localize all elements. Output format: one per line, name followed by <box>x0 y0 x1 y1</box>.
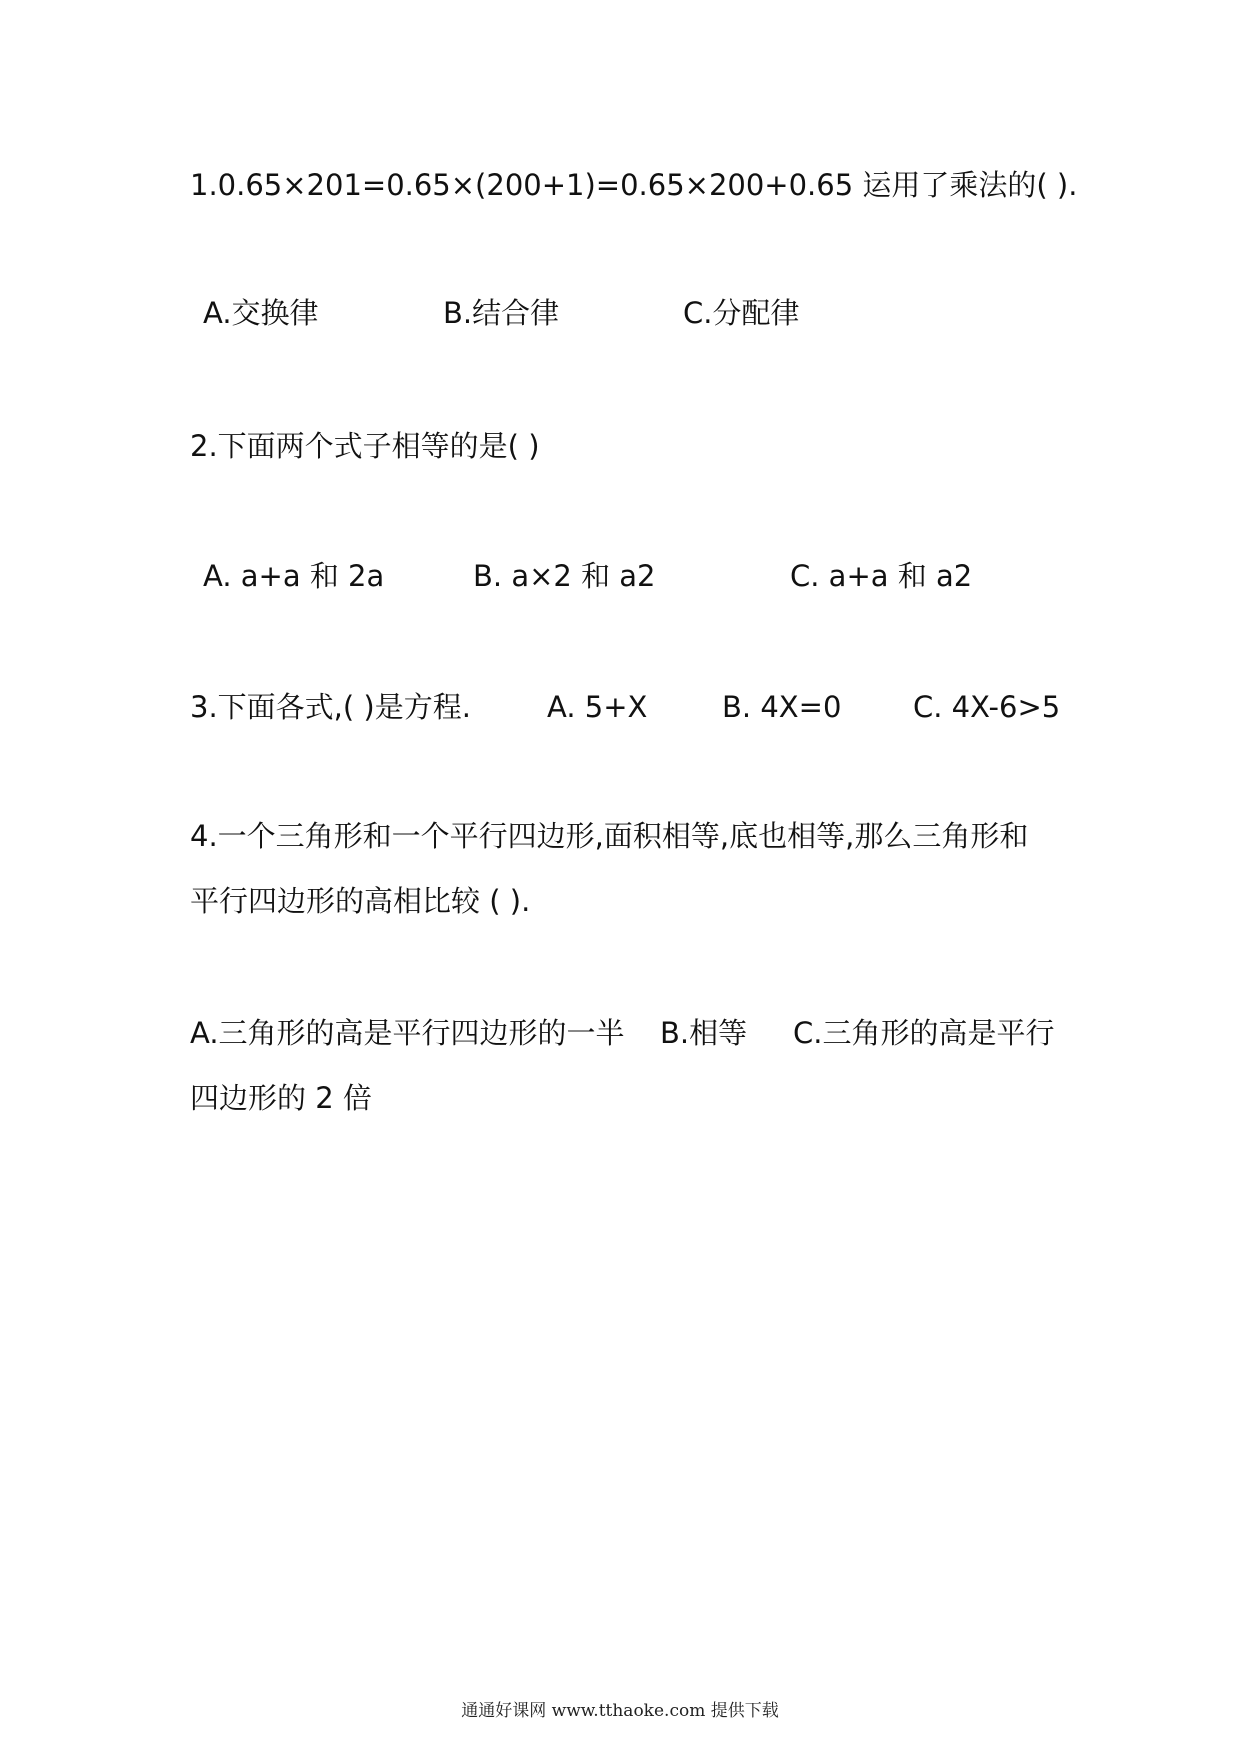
question-4-stem-line-1: 4.一个三角形和一个平行四边形,面积相等,底也相等,那么三角形和 <box>190 819 1029 853</box>
question-4-option-b: B.相等 <box>660 1016 748 1050</box>
question-2-option-c: C. a+a 和 a2 <box>790 559 973 593</box>
question-1-option-b: B.结合律 <box>443 296 560 330</box>
question-4-option-c: C.三角形的高是平行 <box>793 1016 1055 1050</box>
page-footer: 通通好课网 www.tthaoke.com 提供下载 <box>461 1701 779 1721</box>
question-2-option-a: A. a+a 和 2a <box>203 559 385 593</box>
question-3-stem: 3.下面各式,( )是方程. <box>190 690 471 724</box>
question-4-option-c-continued: 四边形的 2 倍 <box>190 1081 372 1115</box>
question-1-stem: 1.0.65×201=0.65×(200+1)=0.65×200+0.65 运用了乘法的( ). <box>190 168 1078 202</box>
question-3-option-b: B. 4X=0 <box>722 690 842 724</box>
question-2-stem: 2.下面两个式子相等的是( ) <box>190 429 540 463</box>
question-3-option-c: C. 4X-6>5 <box>913 690 1061 724</box>
question-4-option-a: A.三角形的高是平行四边形的一半 <box>190 1016 625 1050</box>
question-1-option-c: C.分配律 <box>683 296 800 330</box>
question-4-stem-line-2: 平行四边形的高相比较 ( ). <box>190 884 531 918</box>
question-3-option-a: A. 5+X <box>547 690 648 724</box>
question-1-option-a: A.交换律 <box>203 296 319 330</box>
question-2-option-b: B. a×2 和 a2 <box>473 559 656 593</box>
